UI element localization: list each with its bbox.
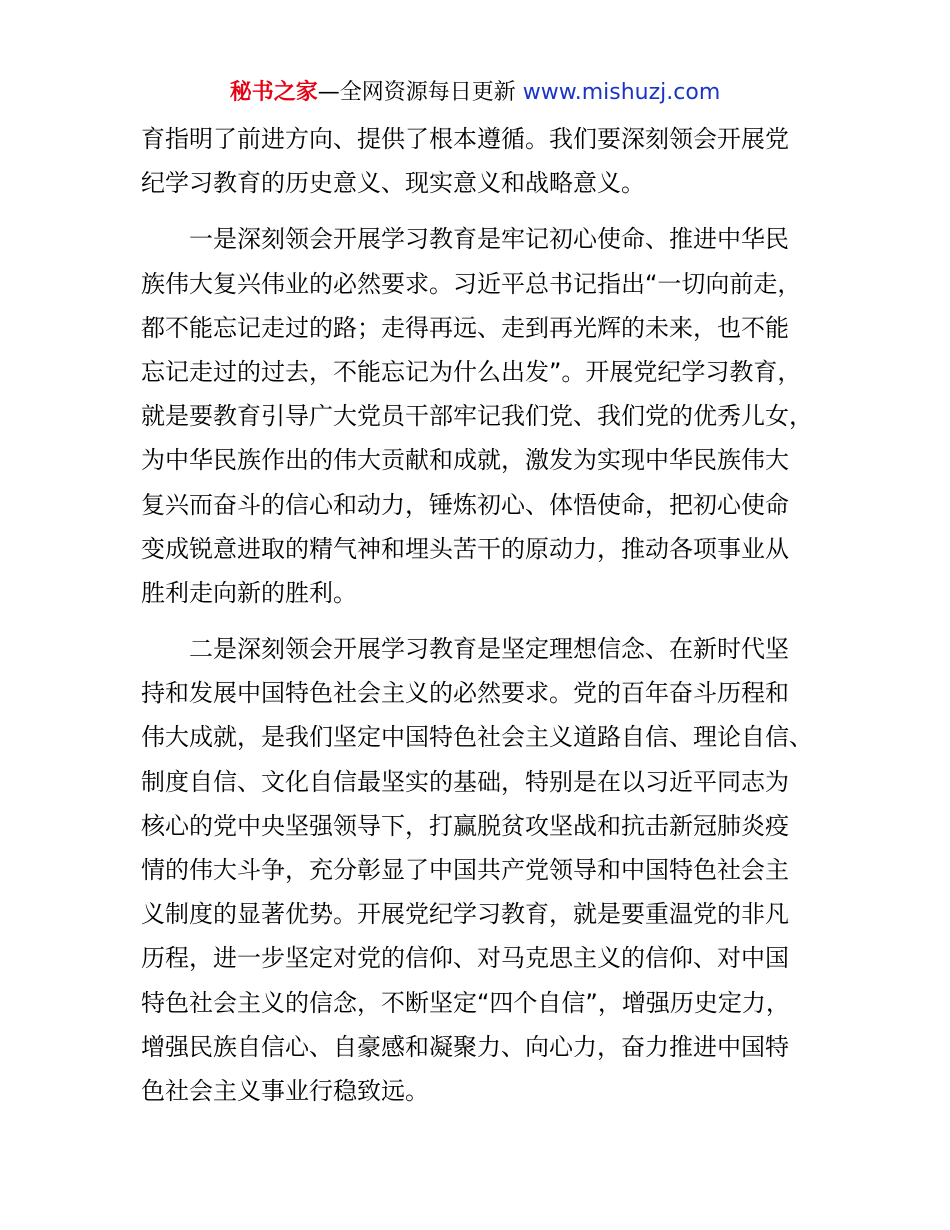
document-body	[141, 117, 831, 1113]
paragraph	[141, 117, 831, 205]
page-header	[0, 77, 950, 109]
text-line: 纪学习教育的历史意义、现实意义和战略意义。	[141, 169, 645, 198]
text-line: 制度自信、文化自信最坚实的基础，特别是在以习近平同志为	[141, 767, 789, 796]
text-line: 都不能忘记走过的路；走得再远、走到再光辉的未来，也不能	[141, 313, 789, 342]
site-url-link[interactable]: www.mishuzj.com	[522, 80, 721, 105]
text-line: 伟大成就，是我们坚定中国特色社会主义道路自信、理论自信、	[141, 723, 813, 752]
site-tagline: —全网资源每日更新	[317, 80, 523, 105]
text-line: 育指明了前进方向、提供了根本遵循。我们要深刻领会开展党	[141, 125, 789, 153]
text-line: 增强民族自信心、自豪感和凝聚力、向心力，奋力推进中国特	[141, 1032, 789, 1061]
text-line: 核心的党中央坚强领导下，打赢脱贫攻坚战和抗击新冠肺炎疫	[141, 811, 789, 840]
text-line: 胜利走向新的胜利。	[141, 578, 357, 607]
text-line: 复兴而奋斗的信心和动力，锤炼初心、体悟使命，把初心使命	[141, 490, 789, 519]
text-line: 特色社会主义的信念，不断坚定“四个自信”，增强历史定力，	[141, 988, 790, 1017]
text-line: 义制度的显著优势。开展党纪学习教育，就是要重温党的非凡	[141, 900, 789, 929]
text-line: 就是要教育引导广大党员干部牢记我们党、我们党的优秀儿女，	[141, 402, 813, 431]
text-line: 为中华民族作出的伟大贡献和成就，激发为实现中华民族伟大	[141, 446, 789, 475]
text-line: 变成锐意进取的精气神和埋头苦干的原动力，推动各项事业从	[141, 534, 789, 563]
text-line: 色社会主义事业行稳致远。	[141, 1076, 429, 1105]
text-line: 忘记走过的过去，不能忘记为什么出发”。开展党纪学习教育，	[141, 357, 802, 386]
text-line: 一是深刻领会开展学习教育是牢记初心使命、推进中华民	[189, 225, 789, 254]
paragraph	[141, 217, 831, 615]
text-line: 族伟大复兴伟业的必然要求。习近平总书记指出“一切向前走，	[141, 269, 802, 298]
text-line: 二是深刻领会开展学习教育是坚定理想信念、在新时代坚	[189, 635, 789, 664]
text-line: 历程，进一步坚定对党的信仰、对马克思主义的信仰、对中国	[141, 944, 789, 973]
site-brand: 秘书之家	[229, 80, 318, 105]
text-line: 情的伟大斗争，充分彰显了中国共产党领导和中国特色社会主	[141, 856, 789, 884]
text-line: 持和发展中国特色社会主义的必然要求。党的百年奋斗历程和	[141, 679, 789, 708]
paragraph	[141, 627, 831, 1113]
